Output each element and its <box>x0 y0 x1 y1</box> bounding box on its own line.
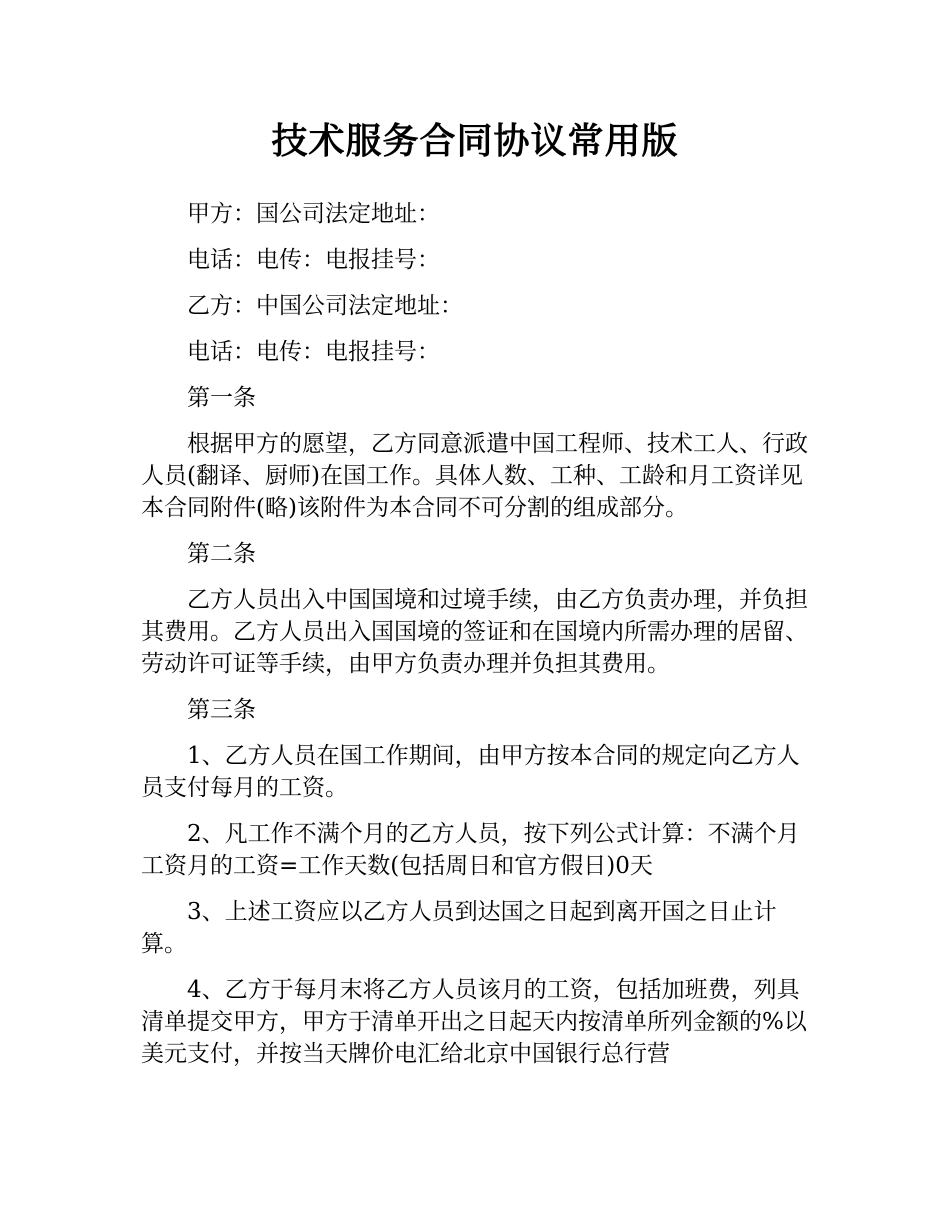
article-3-heading: 第三条 <box>187 697 256 723</box>
article-2-text: 乙方人员出入中国国境和过境手续，由乙方负责办理，并负担其费用。乙方人员出入国国境的签证和在国境内所需办理的居留、劳动许可证等手续，由甲方负责办理并负担其费用。 <box>141 587 808 677</box>
party-a-line: 甲方：国公司法定地址： <box>187 201 440 227</box>
article-1-heading: 第一条 <box>187 385 256 411</box>
article-1-text: 根据甲方的愿望，乙方同意派遣中国工程师、技术工人、行政人员(翻译、厨师)在国工作。具体人数、工种、工龄和月工资详见本合同附件(略)该附件为本合同不可分割的组成部分。 <box>141 431 808 521</box>
party-b-line: 乙方：中国公司法定地址： <box>187 293 463 319</box>
document-body <box>141 198 821 1084</box>
party-a-contact-line: 电话：电传：电报挂号： <box>187 247 440 273</box>
document-title: 技术服务合同协议常用版 <box>271 121 679 162</box>
article-3-clause-2: 2、凡工作不满个月的乙方人员，按下列公式计算：不满个月工资月的工资=工作天数(包括周日和官方假日)0天 <box>141 821 800 879</box>
party-b-contact-line: 电话：电传：电报挂号： <box>187 339 440 365</box>
article-3-clause-4: 4、乙方于每月末将乙方人员该月的工资，包括加班费，列具清单提交甲方，甲方于清单开出之日起天内按清单所列金额的%以美元支付，并按当天牌价电汇给北京中国银行总行营 <box>141 977 807 1067</box>
article-3-clause-1: 1、乙方人员在国工作期间，由甲方按本合同的规定向乙方人员支付每月的工资。 <box>141 743 800 801</box>
article-2-heading: 第二条 <box>187 541 256 567</box>
article-3-clause-3: 3、上述工资应以乙方人员到达国之日起到离开国之日止计算。 <box>141 899 777 957</box>
